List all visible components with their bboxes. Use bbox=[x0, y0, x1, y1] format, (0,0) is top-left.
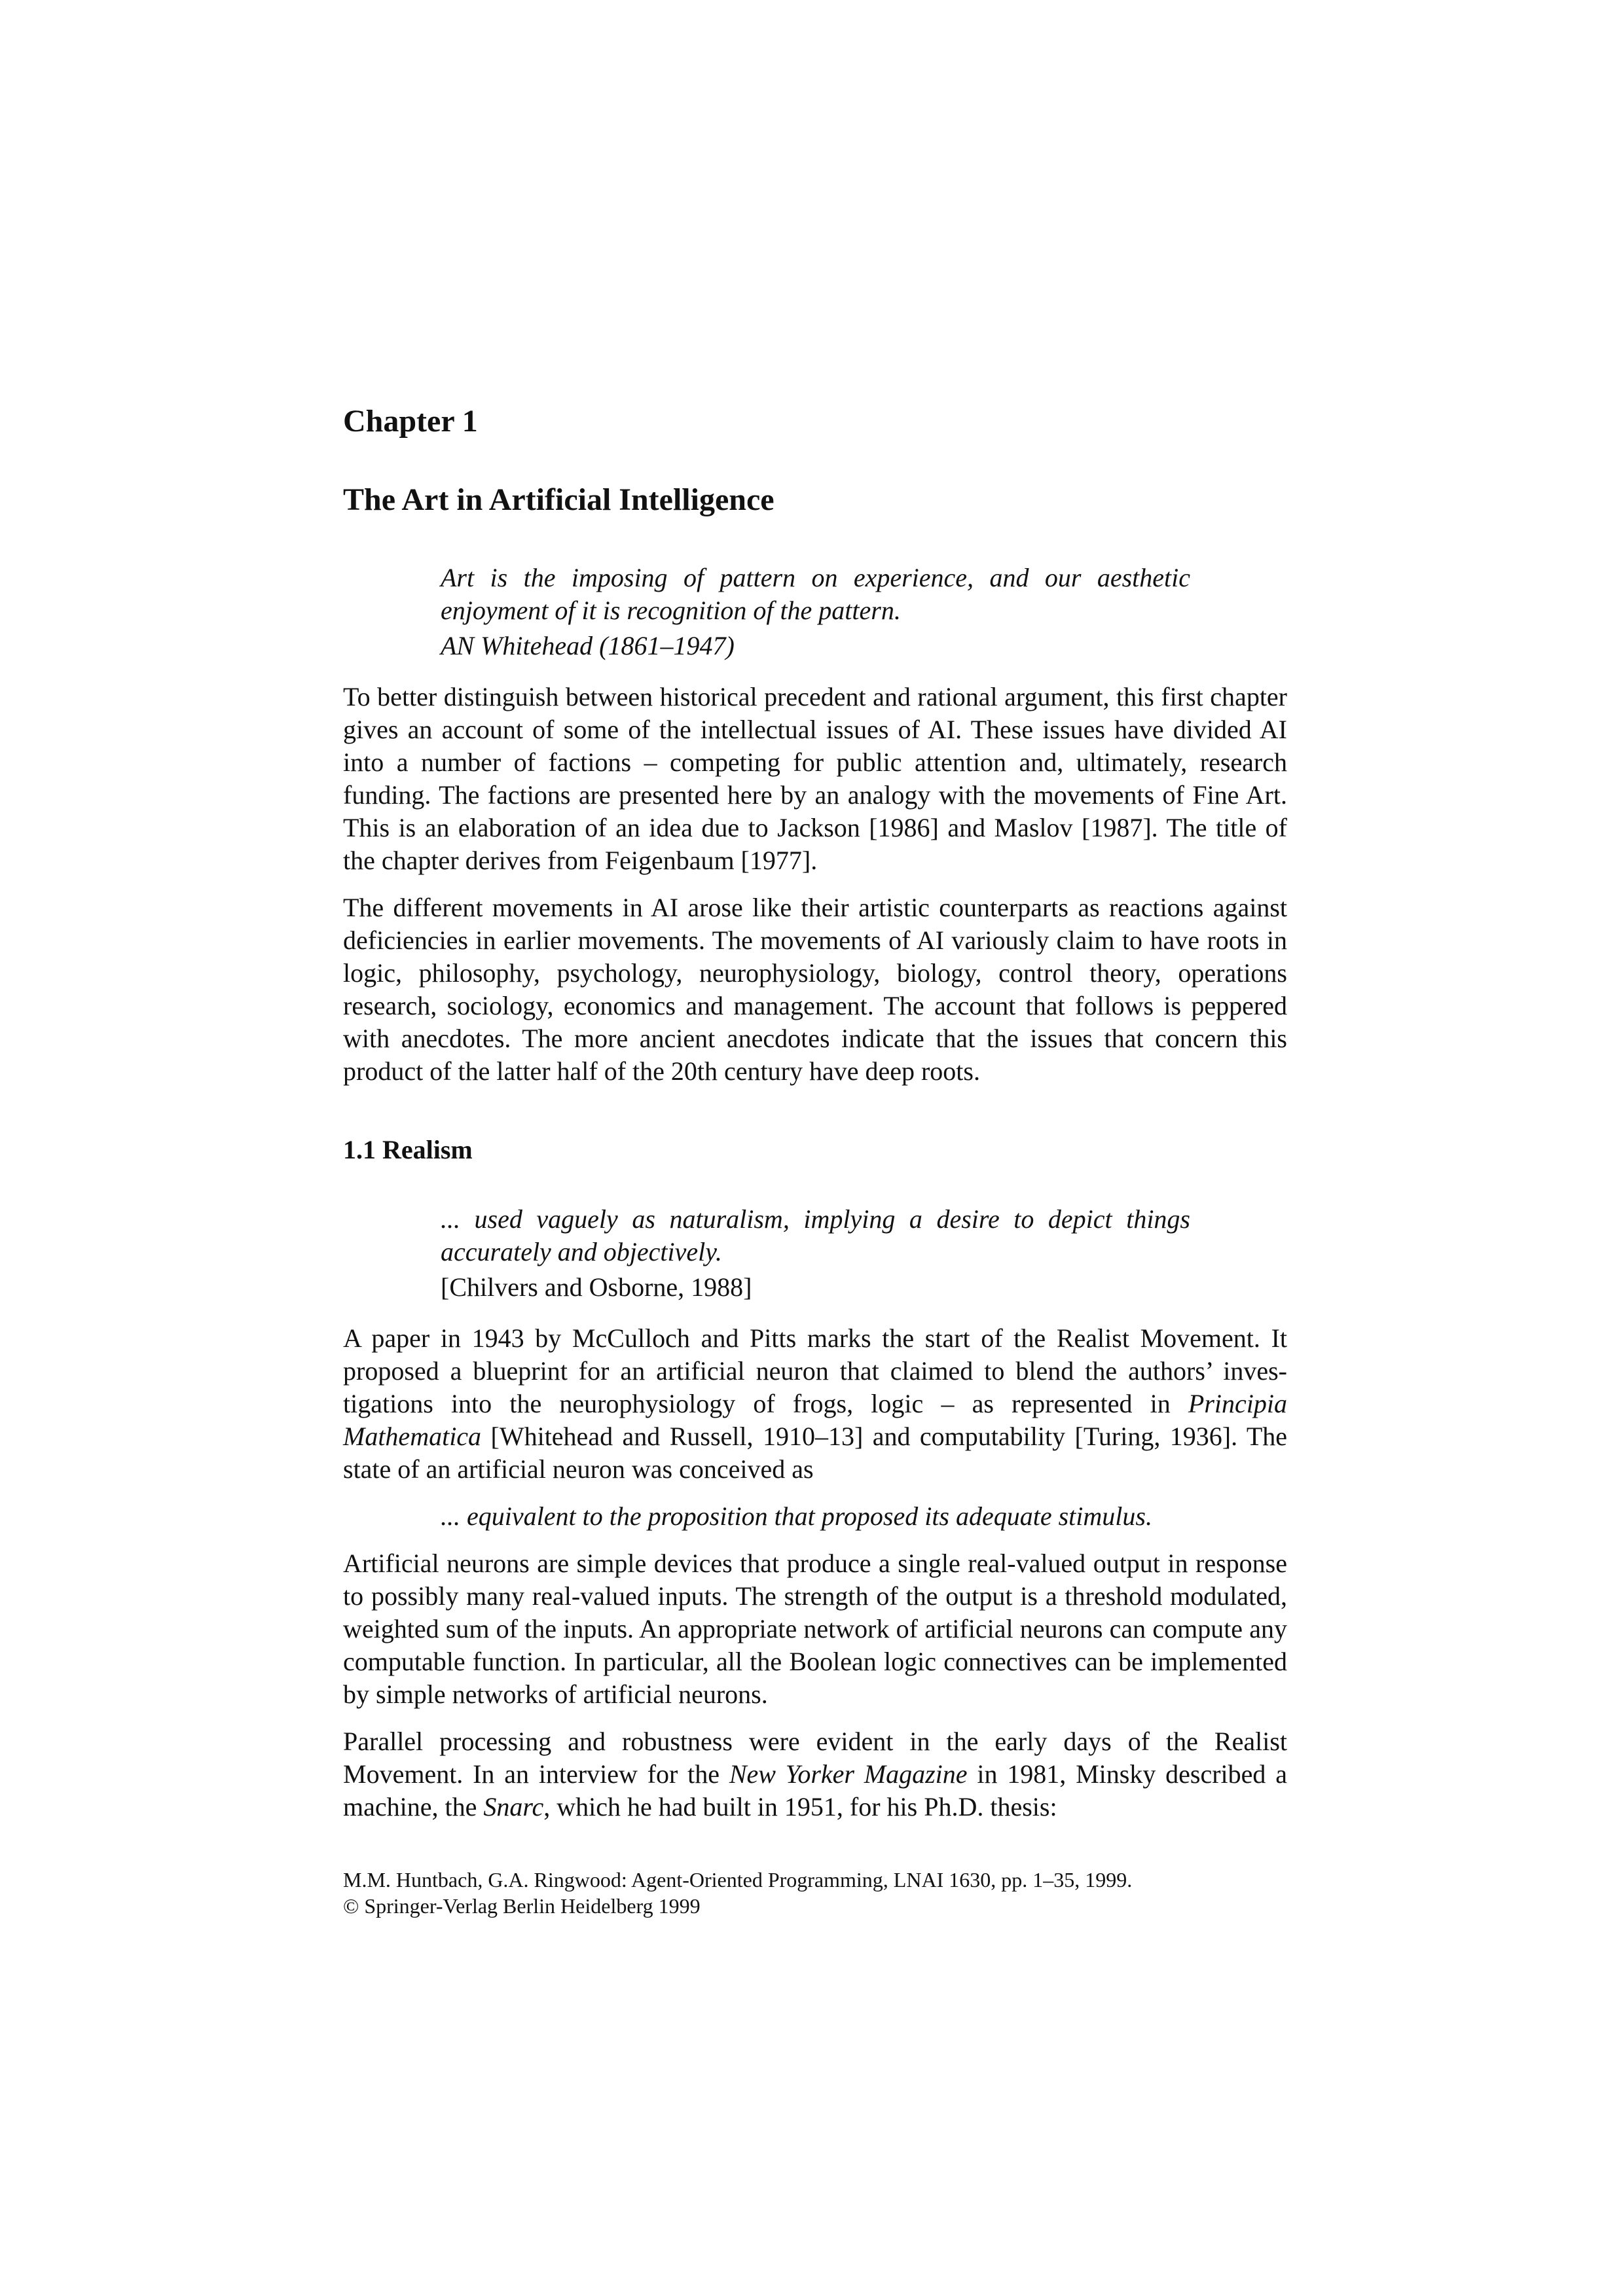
section-epigraph-attribution: [Chilvers and Osborne, 1988] bbox=[441, 1272, 752, 1302]
section-heading-realism: 1.1 Realism bbox=[343, 1135, 473, 1164]
realism-p1-text-a: A paper in 1943 by McCulloch and Pitts marks the start of the Realist Movement. It proposed a blueprint for an artificial neuron that claimed to blend the authors’ investigations into the neurophysiology of frogs, logic – as represented in bbox=[343, 1323, 1287, 1418]
new-yorker-title: New Yorker Magazine bbox=[729, 1759, 968, 1789]
page bbox=[343, 0, 1287, 2296]
intro-section bbox=[343, 681, 1287, 1102]
realism-p3-text-a: Parallel processing and robustness were evident in the early days of the Realist Movement. In an interview for the bbox=[343, 1727, 1287, 1789]
realism-section-body bbox=[343, 1322, 1287, 1838]
chapter-label: Chapter 1 bbox=[343, 404, 478, 439]
chapter-title: The Art in Artificial Intelligence bbox=[343, 482, 775, 517]
realism-p3-text-b: in 1981, Minsky described a machine, the bbox=[343, 1759, 1287, 1821]
chapter-epigraph bbox=[441, 562, 1190, 662]
intro-paragraph-2: The different movements in AI arose like their artistic counterparts as reactions against deficiencies in earlier movements. The movements of AI variously claim to have roots in logic, philosophy, psychology, neurophysiology, biology, control theory, operations research, sociology, economics and management. The account that follows is peppered with anecdotes. The more ancient anecdotes indicate that the issues that concern this product of the latter half of the 20th century have deep roots. bbox=[343, 893, 1287, 1086]
page-footer bbox=[343, 1867, 1287, 1919]
section-epigraph bbox=[441, 1203, 1190, 1304]
neuron-state-quote: ... equivalent to the proposition that proposed its adequate stimulus. bbox=[441, 1501, 1152, 1531]
footer-copyright: © Springer-Verlag Berlin Heidelberg 1999 bbox=[343, 1894, 701, 1918]
epigraph-attribution: AN Whitehead (1861–1947) bbox=[441, 631, 735, 660]
snarc-name: Snarc bbox=[483, 1792, 544, 1821]
realism-paragraph-2: Artificial neurons are simple devices that produce a single real-valued output in response to possibly many real-valued inputs. The strength of the output is a threshold modulated, weighted sum of the inputs. An appropriate network of artificial neurons can compute any computable function. In particular, all the Boolean logic connectives can be implemented by simple networks of artificial neurons. bbox=[343, 1549, 1287, 1709]
realism-p3-text-c: , which he had built in 1951, for his Ph.D. thesis: bbox=[543, 1792, 1057, 1821]
epigraph-text: Art is the imposing of pattern on experience, and our aesthetic enjoyment of it is recognition of the pattern. bbox=[441, 563, 1190, 625]
realism-p1-text-b: [Whitehead and Russell, 1910–13] and computability [Turing, 1936]. The state of an artificial neuron was conceived as bbox=[343, 1422, 1287, 1484]
realism-paragraph-3 bbox=[343, 1725, 1287, 1823]
section-epigraph-text: ... used vaguely as naturalism, implying a desire to depict things accurately and objectively. bbox=[441, 1204, 1190, 1266]
principia-mathematica-title: Principia Mathematica bbox=[343, 1389, 1287, 1451]
intro-paragraph-1: To better distinguish between historical precedent and rational argument, this first chapter gives an account of some of the intellectual issues of AI. These issues have divided AI into a number of factions – competing for public attention and, ultimately, research funding. The factions are presented here by an analogy with the movements of Fine Art. This is an elaboration of an idea due to Jackson [1986] and Maslov [1987]. The title of the chapter derives from Feigenbaum [1977]. bbox=[343, 682, 1287, 875]
footer-citation: M.M. Huntbach, G.A. Ringwood: Agent-Oriented Programming, LNAI 1630, pp. 1–35, 1999. bbox=[343, 1868, 1133, 1892]
realism-paragraph-1 bbox=[343, 1322, 1287, 1486]
